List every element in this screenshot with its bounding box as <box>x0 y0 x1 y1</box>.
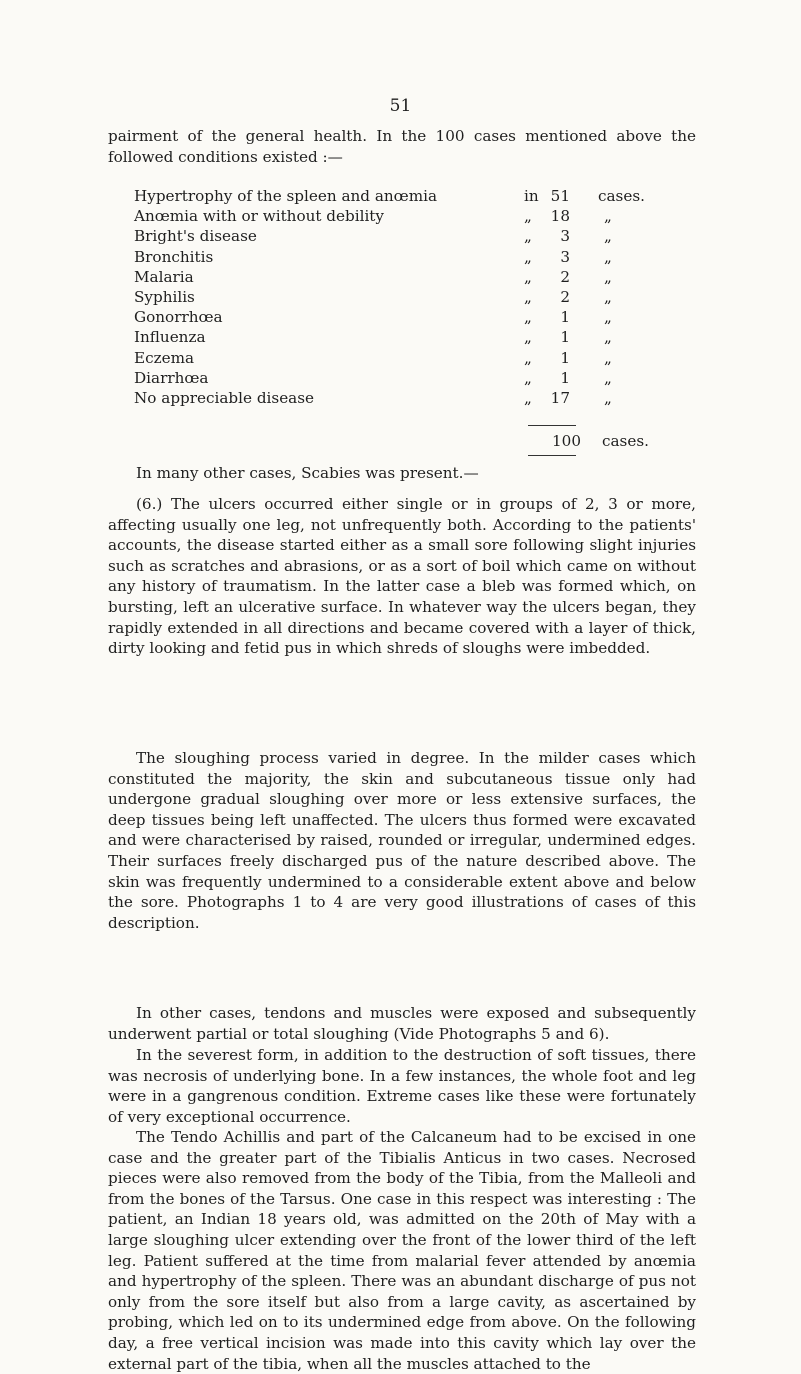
paragraph: The sloughing process varied in degree. In the milder cases which constituted the majority, the skin and subcutaneous tissue only had undergone gradual sloughing over more or less extensive surfaces, the deep tissues being left unaffected. The ulcers thus formed were excavated and were characterised by raised, rounded or irregular, undermined edges. Their surfaces freely discharged pus of the nature described above. The skin was frequently undermined to a considerable extent above and below the sore. Photographs 1 to 4 are very good illustrations of cases of this description. <box>108 749 696 932</box>
condition-label: Bronchitis <box>134 247 214 266</box>
connector: „ <box>524 368 532 387</box>
case-count: 18 <box>550 207 570 226</box>
page-number: 51 <box>389 96 412 116</box>
table-row <box>134 206 719 226</box>
paragraph: In many other cases, Scabies was present.— <box>136 464 479 482</box>
unit-label: „ <box>604 287 612 306</box>
connector: „ <box>524 287 532 306</box>
table-row <box>134 247 719 267</box>
connector: „ <box>524 207 532 226</box>
unit-label: „ <box>604 227 612 246</box>
sloughing-paragraph <box>108 748 696 933</box>
table-row <box>134 348 719 368</box>
total-rule-top <box>528 425 576 426</box>
table-row <box>134 307 719 327</box>
total-row <box>134 430 719 452</box>
connector: in <box>524 187 539 205</box>
case-count: 1 <box>560 348 570 367</box>
excision-paragraph <box>108 1127 696 1374</box>
connector: „ <box>524 227 532 246</box>
condition-label: Malaria <box>134 267 194 286</box>
unit-label: „ <box>604 388 612 407</box>
connector: „ <box>524 308 532 327</box>
case-count: 2 <box>560 267 570 286</box>
condition-label: Hypertrophy of the spleen and anœmia <box>134 187 438 205</box>
table-row <box>134 388 719 408</box>
total-unit: cases. <box>602 432 649 450</box>
table-row <box>134 186 719 206</box>
connector: „ <box>524 388 532 407</box>
intro-paragraph <box>108 126 696 167</box>
table-row <box>134 267 719 287</box>
condition-label: Influenza <box>134 328 206 347</box>
paragraph: The Tendo Achillis and part of the Calcaneum had to be excised in one case and the greater part of the Tibialis Anticus in two cases. Necrosed pieces were also removed from the body of the Tibia, from the Malleoli and from the bones of the Tarsus. One case in this respect was interesting : The patient, an Indian 18 years old, was admitted on the 20th of May with a large sloughing ulcer extending over the front of the lower third of the left leg. Patient suffered at the time from malarial fever attended by anœmia and hypertrophy of the spleen. There was an abundant discharge of pus not only from the sore itself but also from a large cavity, as ascertained by probing, which led on to its undermined edge from above. On the following day, a free vertical incision was made into this cavity which lay over the external part of the tibia, when all the muscles attached to the <box>108 1128 696 1373</box>
case-count: 1 <box>560 368 570 387</box>
connector: „ <box>524 247 532 266</box>
unit-label: „ <box>604 267 612 286</box>
unit-label: „ <box>604 348 612 367</box>
ulcers-paragraph <box>108 494 696 659</box>
condition-label: Bright's disease <box>134 227 257 246</box>
case-count: 3 <box>560 227 570 246</box>
scabies-note <box>136 463 696 484</box>
condition-label: Anœmia with or without debility <box>134 207 384 226</box>
case-count: 1 <box>560 328 570 347</box>
intro-text: pairment of the general health. In the 100 cases mentioned above the followed conditions existed :— <box>108 127 696 166</box>
case-count: 1 <box>560 308 570 327</box>
total-rule-bottom <box>528 455 576 456</box>
table-row <box>134 327 719 347</box>
unit-label: „ <box>604 207 612 226</box>
paragraph: In the severest form, in addition to the destruction of soft tissues, there was necrosis of underlying bone. In a few instances, the whole foot and leg were in a gangrenous condition. Extreme cases like these were fortunately of very exceptional occurrence. <box>108 1046 696 1126</box>
conditions-table <box>134 186 719 408</box>
table-row <box>134 226 719 246</box>
case-count: 51 <box>550 187 570 205</box>
unit-label: „ <box>604 328 612 347</box>
paragraph: In other cases, tendons and muscles were exposed and subsequently underwent partial or total sloughing (Vide Photographs 5 and 6). <box>108 1004 696 1043</box>
case-count: 3 <box>560 247 570 266</box>
unit-label: cases. <box>598 187 645 205</box>
condition-label: Eczema <box>134 348 195 367</box>
condition-label: Gonorrhœa <box>134 308 223 327</box>
condition-label: No appreciable disease <box>134 388 315 407</box>
connector: „ <box>524 348 532 367</box>
total-count: 100 <box>552 432 581 450</box>
paragraph: (6.) The ulcers occurred either single or in groups of 2, 3 or more, affecting usually one leg, not unfrequently both. According to the patients' accounts, the disease started either as a small sore following slight injuries such as scratches and abrasions, or as a sort of boil which came on without any history of traumatism. In the latter case a bleb was formed which, on bursting, left an ulcerative surface. In whatever way the ulcers began, they rapidly extended in all directions and became covered with a layer of thick, dirty looking and fetid pus in which shreds of sloughs were imbedded. <box>108 495 696 658</box>
severest-paragraph <box>108 1045 696 1127</box>
connector: „ <box>524 328 532 347</box>
unit-label: „ <box>604 368 612 387</box>
table-row <box>134 287 719 307</box>
condition-label: Diarrhœa <box>134 368 209 387</box>
connector: „ <box>524 267 532 286</box>
case-count: 2 <box>560 287 570 306</box>
unit-label: „ <box>604 308 612 327</box>
table-row <box>134 368 719 388</box>
unit-label: „ <box>604 247 612 266</box>
tendons-paragraph <box>108 1003 696 1044</box>
condition-label: Syphilis <box>134 287 195 306</box>
case-count: 17 <box>550 388 570 407</box>
